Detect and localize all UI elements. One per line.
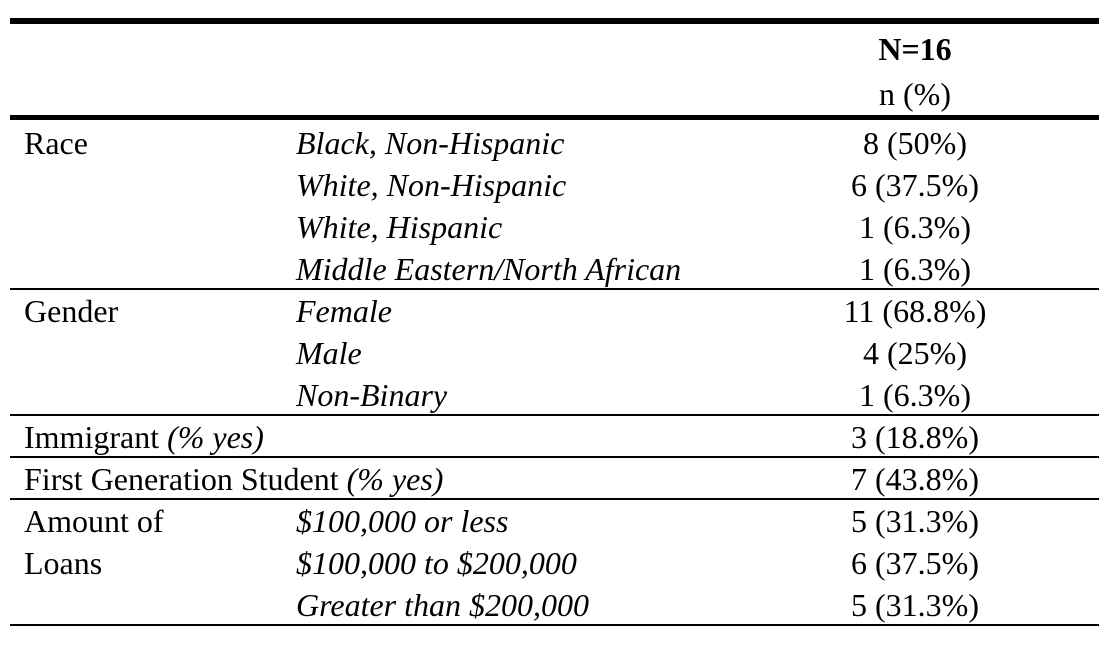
loans-row-label: Greater than $200,000 xyxy=(296,587,590,623)
immigrant-value: 3 (18.8%) xyxy=(851,419,979,455)
header-rule xyxy=(10,115,1099,120)
race-row-label: Middle Eastern/North African xyxy=(296,251,682,287)
gender-row-value: 11 (68.8%) xyxy=(843,293,987,329)
race-row-label: White, Hispanic xyxy=(296,209,503,245)
gender-row-label: Female xyxy=(296,293,392,329)
gender-label: Gender xyxy=(24,293,119,329)
loans-row-label: $100,000 to $200,000 xyxy=(296,545,577,581)
first-gen-qualifier: (% yes) xyxy=(346,461,444,497)
gender-row-value: 1 (6.3%) xyxy=(859,377,971,413)
loans-row-label: $100,000 or less xyxy=(296,503,509,539)
race-label: Race xyxy=(24,125,88,161)
immigrant-qualifier: (% yes) xyxy=(167,419,264,455)
immigrant-label xyxy=(24,416,264,458)
first-gen-label-text: First Generation Student xyxy=(24,461,339,497)
immigrant-label-text: Immigrant xyxy=(24,419,160,455)
table-top-rule xyxy=(10,18,1099,24)
first-gen-label xyxy=(24,458,443,500)
race-row-label: Black, Non-Hispanic xyxy=(296,125,565,161)
race-row-value: 1 (6.3%) xyxy=(859,209,971,245)
loans-row-value: 5 (31.3%) xyxy=(851,587,979,623)
header-n-total: N=16 xyxy=(878,31,952,67)
demographics-table xyxy=(10,0,1099,648)
race-row-value: 6 (37.5%) xyxy=(851,167,979,203)
first-gen-value: 7 (43.8%) xyxy=(851,461,979,497)
table-bottom-rule xyxy=(10,624,1099,626)
loans-row-value: 6 (37.5%) xyxy=(851,545,979,581)
gender-row-label: Non-Binary xyxy=(296,377,448,413)
loans-label-line2: Loans xyxy=(24,545,103,581)
gender-row-value: 4 (25%) xyxy=(863,335,967,371)
loans-row-value: 5 (31.3%) xyxy=(851,503,979,539)
header-n-percent: n (%) xyxy=(879,76,951,112)
gender-row-label: Male xyxy=(296,335,362,371)
race-row-label: White, Non-Hispanic xyxy=(296,167,567,203)
race-row-value: 1 (6.3%) xyxy=(859,251,971,287)
race-row-value: 8 (50%) xyxy=(863,125,967,161)
loans-label-line1: Amount of xyxy=(24,503,164,539)
